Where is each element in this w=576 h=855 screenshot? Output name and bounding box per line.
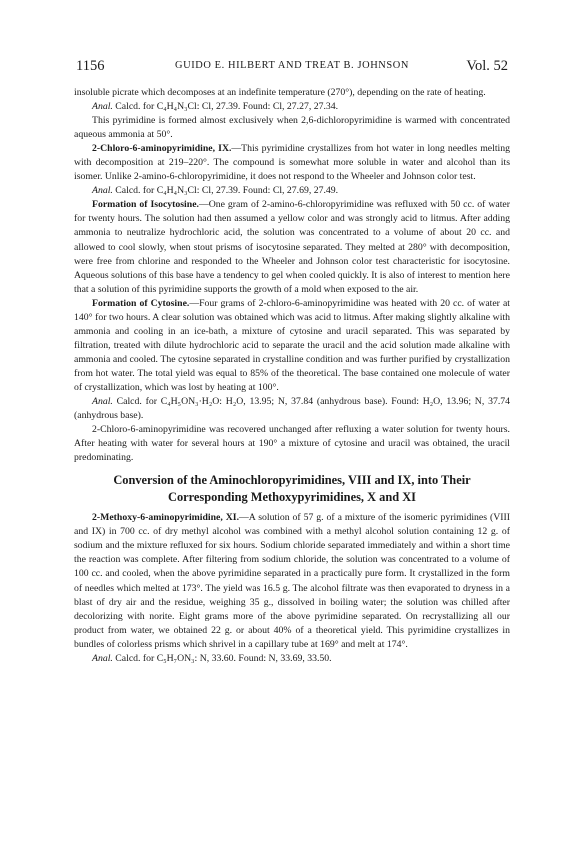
analysis-text: Calcd. for C₅H₇ON₃: N, 33.60. Found: N, 33.69, 33.50.: [115, 652, 332, 664]
run-in-title: Formation of Isocytosine.: [92, 199, 199, 211]
article-body: [74, 86, 510, 666]
run-in-title: 2-Chloro-6-aminopyrimidine, IX.: [92, 143, 232, 155]
analysis-line: [74, 652, 510, 666]
running-title: GUIDO E. HILBERT AND TREAT B. JOHNSON: [174, 60, 409, 71]
section-heading-line: Corresponding Methoxypyrimidines, X and XI: [168, 490, 416, 505]
analysis-text: Calcd. for C₄H₄N₃Cl: Cl, 27.39. Found: Cl, 27.69, 27.49.: [115, 185, 339, 197]
paragraph-text: —One gram of 2-amino-6-chloropyrimidine was refluxed with 50 cc. of water for twenty hours. The solution had then assumed a yellow color and was strongly acid to litmus. After adding ammonia to neutralize hydrochloric acid, the solution was concentrated to a volume of about 20 cc. and allowed to cool slowly, when stout prisms of isocytosine separated. They melted at 280° with decomposition, were free from chlorine and responded to the Wheeler and Johnson color test characteristic for isocytosine. Aqueous solutions of this base have a tendency to gel when cooled quickly. It is also of interest to mention here that a solution of this pyrimidine supports the growth of a mold when exposed to the air.: [74, 199, 510, 295]
section-heading-line: Conversion of the Aminochloropyrimidines, VIII and IX, into Their: [113, 473, 471, 488]
analysis-label: Anal.: [92, 652, 113, 664]
analysis-line: [74, 184, 510, 198]
analysis-label: Anal.: [92, 101, 113, 113]
analysis-label: Anal.: [92, 185, 113, 197]
paragraph-methoxyaminopyrimidine: [74, 511, 510, 651]
analysis-text: Calcd. for C₄H₄N₃Cl: Cl, 27.39. Found: Cl, 27.27, 27.34.: [115, 101, 339, 113]
section-heading: [74, 472, 510, 506]
paragraph-recovery: 2-Chloro-6-aminopyrimidine was recovered unchanged after refluxing a water solution for twenty hours. After heating with water for several hours at 190° a mixture of cytosine and uracil was obtained, the uracil predominating.: [74, 424, 510, 464]
volume-number: Vol. 52: [466, 58, 508, 74]
paragraph-text: —Four grams of 2-chloro-6-aminopyrimidine was heated with 20 cc. of water at 140° for two hours. A clear solution was obtained which was acid to litmus. After making slightly alkaline with ammonia and cooling in an ice-bath, a mixture of cytosine and uracil separated. This was separated by filtration, treated with dilute hydrochloric acid to separate the uracil and the acid solution made alkaline with ammonia and cooled. The cytosine separated in crystalline condition and was further purified by crystallization from hot water. The total yield was equal to 85% of the theoretical. The base contained one molecule of water of crystallization, which was lost by heating at 100°.: [74, 297, 511, 393]
analysis-line: [74, 395, 510, 423]
paragraph-text: —A solution of 57 g. of a mixture of the isomeric pyrimidines (VIII and IX) in 700 cc. of dry methyl alcohol was combined with a methyl alcohol solution containing 12 g. of sodium and the mixture refluxed for six hours. Sodium chloride separated immediately and within a short time the reaction was complete. After filtering from sodium chloride, the solution was concentrated to a volume of 100 cc. and cooled, when the above pyrimidine separated in a practically pure form. It crystallized in the form of needles which melted at 173°. The yield was 16.5 g. The alcohol filtrate was then evaporated to dryness in a blast of dry air and the residue, weighing 35 g., dissolved in boiling water; the solution was chilled after decolorizing with norite. Eight grams more of the above pyrimidine separated. On recrystallizing all our product from water, we obtained 22 g. or about 40% of a theoretical yield. This pyrimidine crystallizes in bundles of colorless prisms which shrivel in a capillary tube at 169° and melt at 174°.: [74, 512, 510, 650]
paragraph-formation-note: This pyrimidine is formed almost exclusively when 2,6-dichloropyrimidine is warmed with concentrated aqueous ammonia at 50°.: [74, 115, 510, 141]
paragraph-text: —This pyrimidine crystallizes from hot water in long needles melting with decomposition at 219–220°. The compound is somewhat more soluble in water and alcohol than its isomer. Unlike 2-amino-6-chloropyrimidine, it does not respond to the Wheeler and Johnson color test.: [74, 143, 510, 183]
run-in-title: Formation of Cytosine.: [92, 297, 190, 309]
analysis-text: Calcd. for C₄H₅ON₃·H₂O: H₂O, 13.95; N, 37.84 (anhydrous base). Found: H₂O, 13.96; N, 37.74 (anhydrous base).: [74, 396, 511, 422]
analysis-line: [74, 100, 510, 114]
paragraph-isocytosine: [74, 198, 510, 296]
run-in-title: 2-Methoxy-6-aminopyrimidine, XI.: [92, 512, 240, 524]
page-header: [76, 58, 508, 76]
analysis-label: Anal.: [92, 396, 113, 408]
page-number: 1156: [76, 58, 105, 74]
paragraph-chloroaminopyrimidine: [74, 142, 510, 184]
paragraph-cytosine: [74, 297, 510, 395]
paragraph-picrate: insoluble picrate which decomposes at an indefinite temperature (270°), depending on the rate of heating.: [74, 87, 486, 98]
